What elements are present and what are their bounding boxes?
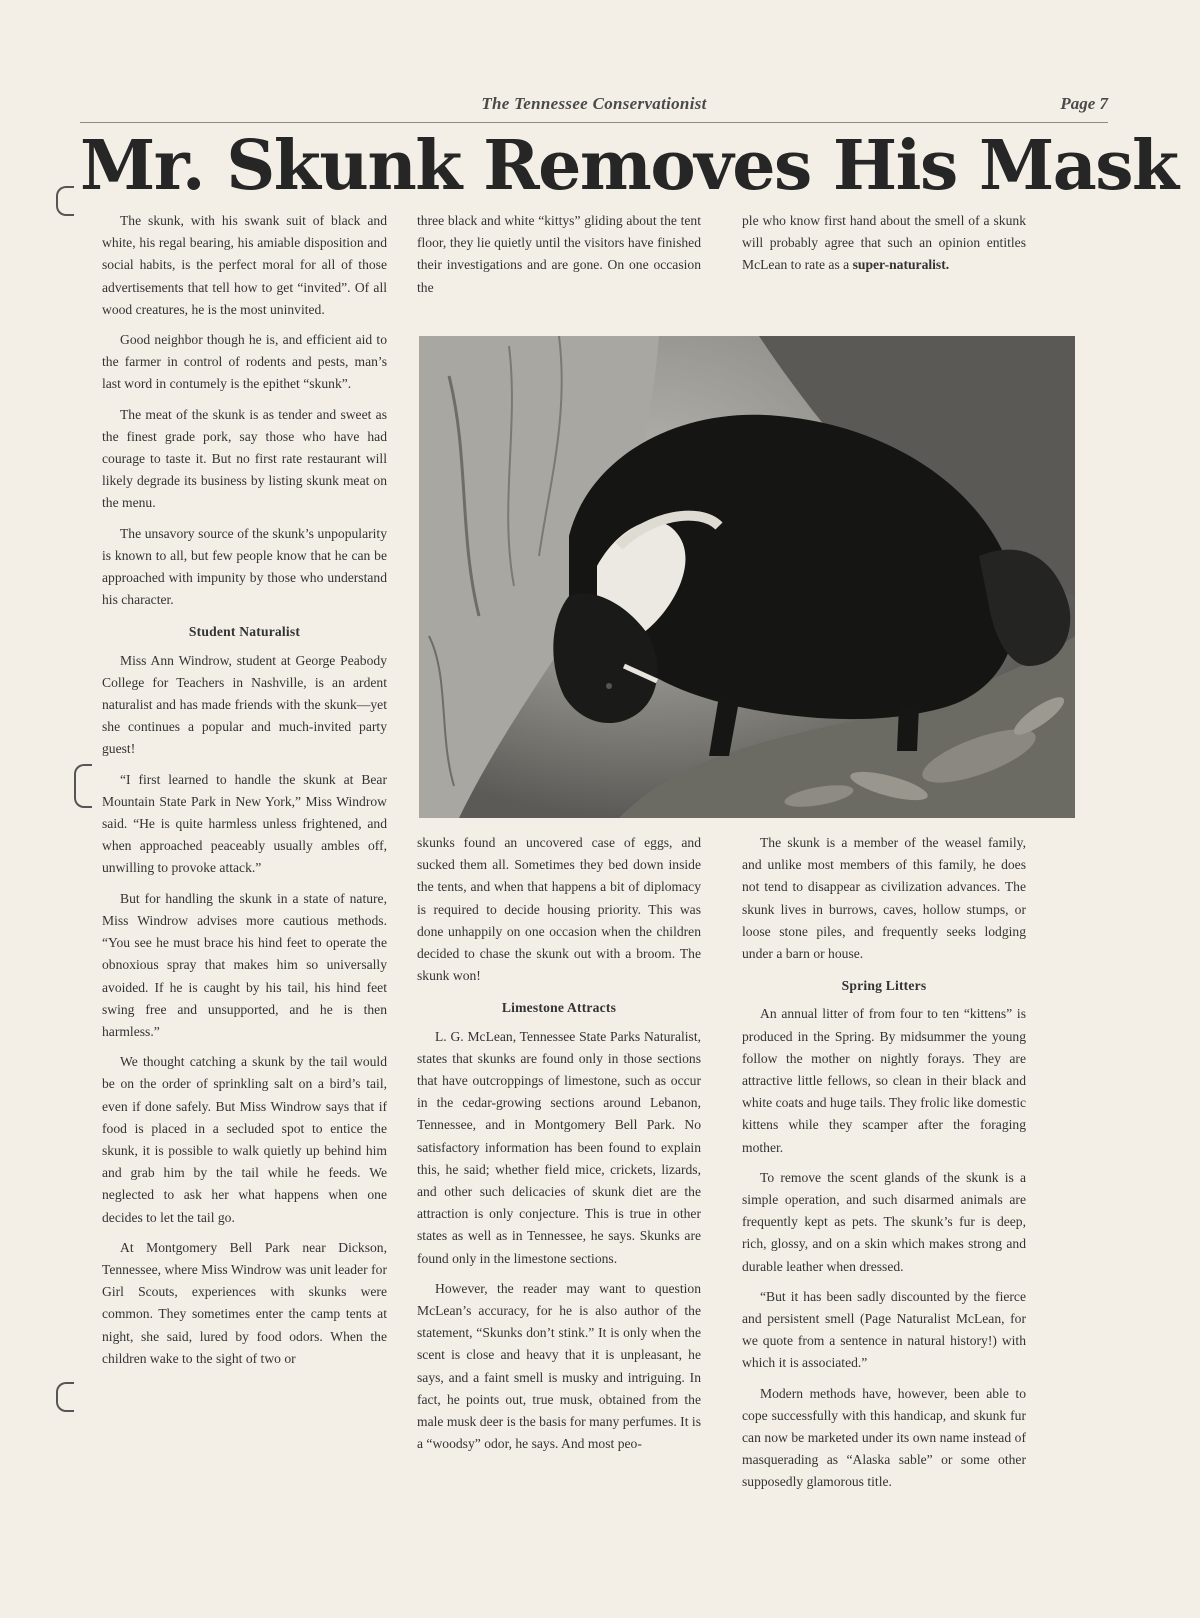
paragraph xyxy=(742,210,1026,277)
skunk-photo xyxy=(419,336,1075,818)
paragraph: But for handling the skunk in a state of nature, Miss Windrow advises more cautious methods. “You see he must brace his hind feet to operate the obnoxious spray that makes him so universally avoided. If he is caught by his tail, his hind feet swing free and unsupported, and he is then harmless.” xyxy=(102,890,387,1039)
paragraph: However, the reader may want to question McLean’s accuracy, for he is also author of the statement, “Skunks don’t stink.” It is only when the scent is close and heavy that it is unpleasant, he says, and a faint smell is musky and intriguing. In fact, he points out, true musk, obtained from the male musk deer is the basis for many perfumes. It is a “woodsy” odor, he says. And most peo- xyxy=(417,1280,701,1452)
paragraph: “I first learned to handle the skunk at Bear Mountain State Park in New York,” Miss Windrow said. “He is quite harmless unless frightened, and when approached peaceably usually ambles off, unwilling to provoke attack.” xyxy=(102,771,387,876)
column-3-top xyxy=(742,210,1026,285)
column-3 xyxy=(742,832,1026,1502)
journal-title: The Tennessee Conservationist xyxy=(481,94,707,113)
paragraph: L. G. McLean, Tennessee State Parks Naturalist, states that skunks are found only in those sections that have outcroppings of limestone, such as occur in the cedar-growing sections around Lebanon, Tennessee, and in Montgomery Bell Park. No satisfactory information has been found to explain this, he said; whether field mice, crickets, lizards, and other such delicacies of skunk diet are the attraction is only conjecture. This is true in other states as well as in Tennessee, he says. Skunks are found only in the limestone sections. xyxy=(417,1028,701,1266)
paragraph-text: ple who know first hand about the smell of a skunk will probably agree that such an opinion entitles McLean to rate as a xyxy=(742,213,1026,273)
paragraph: To remove the scent glands of the skunk is a simple operation, and such disarmed animals are frequently kept as pets. The skunk’s fur is deep, rich, glossy, and on a skin which makes strong and durable leather when dressed. xyxy=(742,1169,1026,1274)
emphasis: -naturalist. xyxy=(884,257,950,273)
paragraph: Modern methods have, however, been able to cope successfully with this handicap, and skunk fur can now be marketed under its own name instead of masquerading as “Alaska sable” or some other supposedly glamorous title. xyxy=(742,1385,1026,1490)
paragraph: Miss Ann Windrow, student at George Peabody College for Teachers in Nashville, is an ardent naturalist and has made friends with the skunk—yet she continues a popular and much-invited party guest! xyxy=(102,652,387,757)
section-heading-student-naturalist: Student Naturalist xyxy=(188,624,301,640)
paragraph: The skunk, with his swank suit of black and white, his regal bearing, his amiable disposition and social habits, is the perfect moral for all of those advertisements that tell how to get “invited”. Of all wood creatures, he is the most uninvited. xyxy=(102,213,387,317)
paragraph: “But it has been sadly discounted by the fierce and persistent smell (Page Naturalist McLean, for we quote from a sentence in natural history!) with which it is associated.” xyxy=(742,1288,1026,1371)
paragraph: Good neighbor though he is, and efficient aid to the farmer in control of rodents and pests, man’s last word in contumely is the epithet “skunk”. xyxy=(102,332,387,392)
column-1 xyxy=(102,210,387,1378)
binding-hole-mark xyxy=(56,186,74,216)
page-header xyxy=(80,92,1108,123)
column-2-top xyxy=(417,210,701,307)
article-headline: Mr. Skunk Removes His Mask xyxy=(80,126,1178,206)
paragraph: At Montgomery Bell Park near Dickson, Tennessee, where Miss Windrow was unit leader for Girl Scouts, experiences with skunks were common. They sometimes enter the camp tents at night, she said, lured by food odors. When the children wake to the sight of two or xyxy=(102,1239,387,1366)
paragraph: three black and white “kittys” gliding about the tent floor, they lie quietly until the visitors have finished their investigations and are gone. On one occasion the xyxy=(417,213,701,295)
binding-hole-mark xyxy=(56,1382,74,1412)
section-heading-spring-litters: Spring Litters xyxy=(841,978,927,994)
page-number: Page 7 xyxy=(1060,94,1108,113)
paragraph: We thought catching a skunk by the tail would be on the order of sprinkling salt on a bird’s tail, even if done safely. But Miss Windrow says that if food is placed in a secluded spot to entice the skunk, it is possible to walk quietly up behind him and grab him by the tail while he feeds. We neglected to ask her what happens when one decides to let the tail go. xyxy=(102,1054,387,1225)
paragraph: The meat of the skunk is as tender and sweet as the finest grade pork, say those who have had courage to taste it. But no first rate restaurant will likely degrade its business by listing skunk meat on the menu. xyxy=(102,406,387,511)
paragraph: skunks found an uncovered case of eggs, and sucked them all. Sometimes they bed down inside the tents, and when that happens a bit of diplomacy is required to decide housing priority. This was done unhappily on one occasion when the children decided to chase the skunk out with a broom. The skunk won! xyxy=(417,835,701,984)
binding-hole-mark xyxy=(74,764,92,808)
paragraph: An annual litter of from four to ten “kittens” is produced in the Spring. By midsummer the young follow the mother on nightly forays. They are attractive little fellows, so clean in their black and white coats and huge tails. They frolic like domestic kittens while they scamper after the foraging mother. xyxy=(742,1006,1027,1155)
paragraph: The skunk is a member of the weasel family, and unlike most members of this family, he does not tend to disappear as civilization advances. The skunk lives in burrows, caves, hollow stumps, or loose stone piles, and frequently seeks lodging under a barn or house. xyxy=(742,835,1026,962)
column-2 xyxy=(417,832,701,1463)
section-heading-limestone-attracts: Limestone Attracts xyxy=(501,1000,617,1016)
paragraph: The unsavory source of the skunk’s unpopularity is known to all, but few people know that he can be approached with impunity by those who understand his character. xyxy=(102,525,387,608)
emphasis: super xyxy=(852,257,885,273)
skunk-illustration xyxy=(419,336,1075,818)
